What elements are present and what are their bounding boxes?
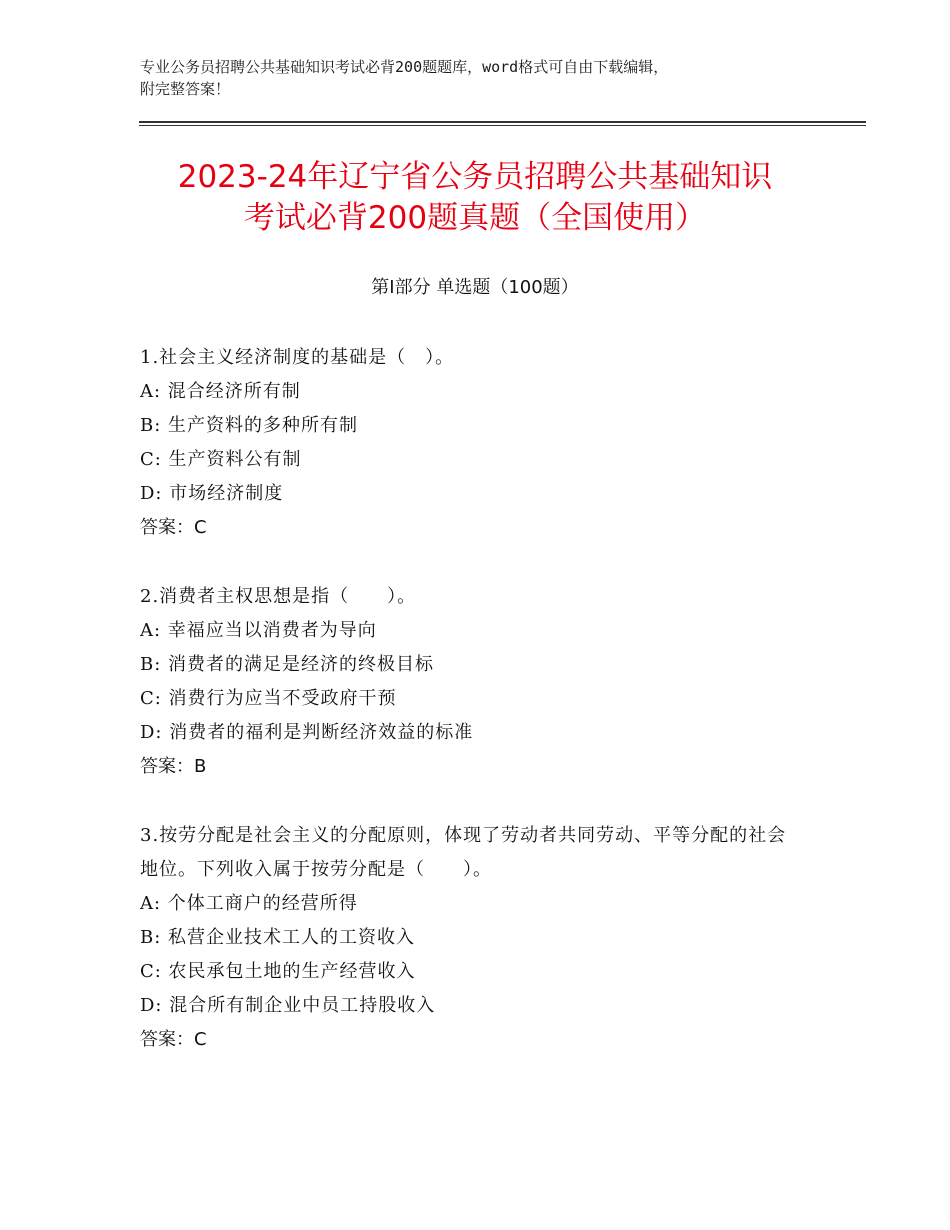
question-3 (140, 819, 800, 1057)
question-1 (140, 341, 820, 545)
answer: 答案：C (140, 1029, 207, 1050)
question-stem: 3.按劳分配是社会主义的分配原则，体现了劳动者共同劳动、平等分配的社会地位。下列收入属于按劳分配是（ ）。 (140, 825, 787, 880)
option-d: D: 市场经济制度 (140, 483, 284, 504)
option-b: B: 消费者的满足是经济的终极目标 (140, 654, 435, 675)
header-rule-thick (139, 121, 866, 123)
answer: 答案：C (140, 517, 207, 538)
answer: 答案：B (140, 756, 207, 777)
header-note (140, 56, 860, 100)
header-note-line-2: 附完整答案！ (140, 80, 231, 98)
option-d: D: 混合所有制企业中员工持股收入 (140, 995, 436, 1016)
option-a: A: 幸福应当以消费者为导向 (140, 620, 377, 641)
option-c: C: 农民承包土地的生产经营收入 (140, 961, 416, 982)
document-title (100, 157, 850, 239)
option-a: A: 混合经济所有制 (140, 381, 301, 402)
question-2 (140, 580, 820, 784)
option-b: B: 私营企业技术工人的工资收入 (140, 927, 416, 948)
option-d: D: 消费者的福利是判断经济效益的标准 (140, 722, 474, 743)
option-c: C: 生产资料公有制 (140, 449, 302, 470)
document-title-line-1: 2023-24年辽宁省公务员招聘公共基础知识 (177, 159, 773, 195)
option-c: C: 消费行为应当不受政府干预 (140, 688, 397, 709)
header-rule-thin (139, 125, 866, 126)
section-heading: 第Ⅰ部分 单选题（100题） (371, 277, 579, 298)
option-b: B: 生产资料的多种所有制 (140, 415, 359, 436)
header-note-line-1: 专业公务员招聘公共基础知识考试必背200题题库，word格式可自由下载编辑， (140, 58, 669, 76)
option-a: A: 个体工商户的经营所得 (140, 893, 358, 914)
document-title-line-2: 考试必背200题真题（全国使用） (243, 200, 707, 236)
question-stem: 1.社会主义经济制度的基础是（ ）。 (140, 347, 455, 368)
question-stem: 2.消费者主权思想是指（ ）。 (140, 586, 417, 607)
